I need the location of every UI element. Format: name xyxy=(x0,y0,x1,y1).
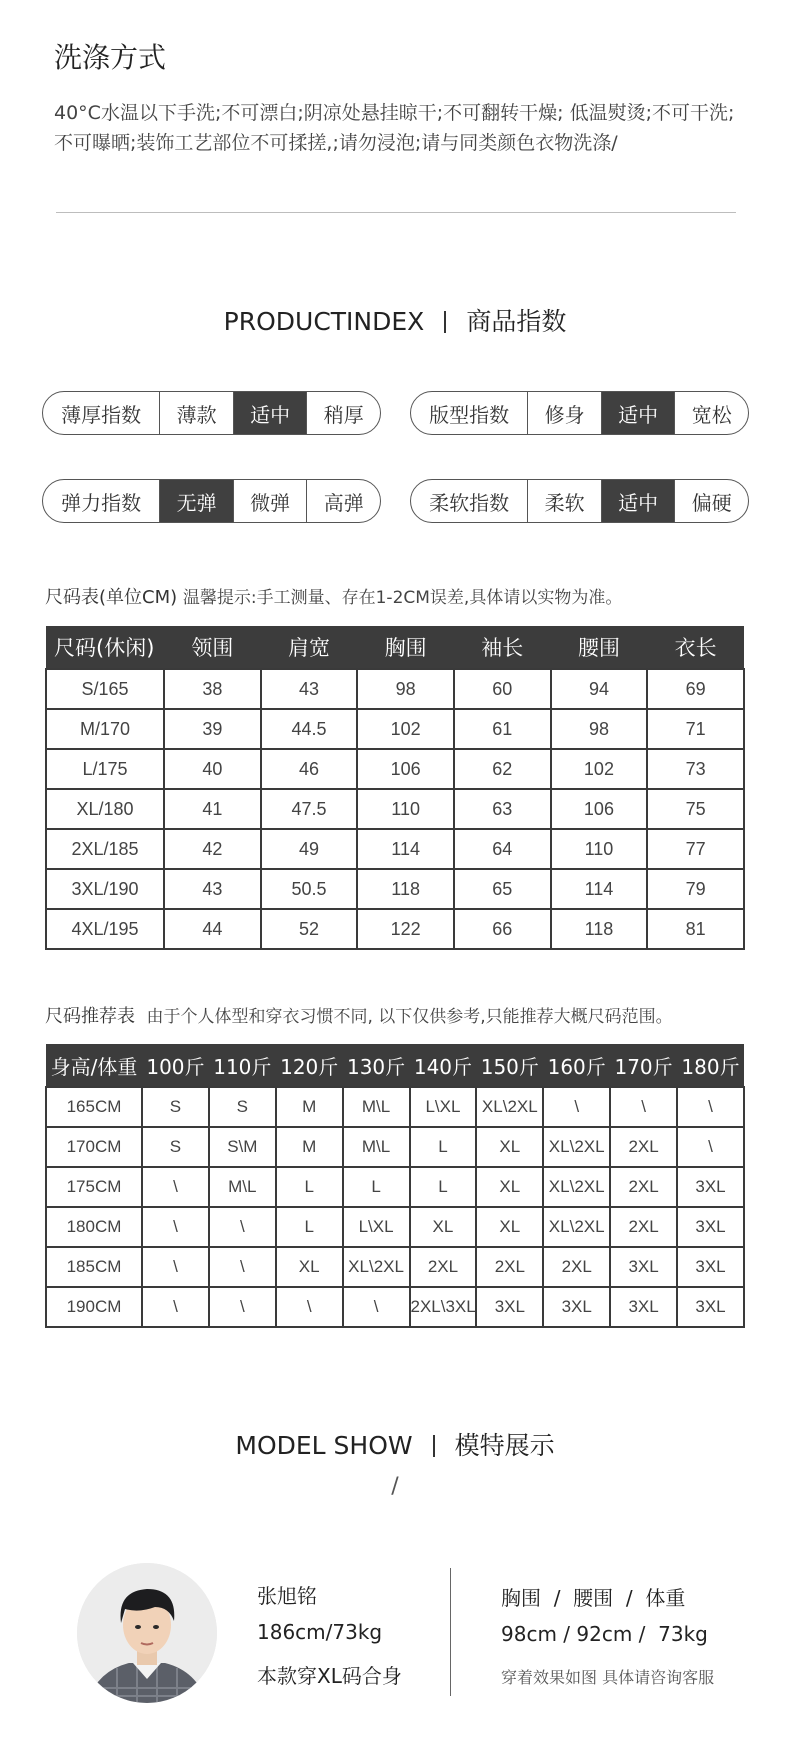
table-cell: L/175 xyxy=(46,749,164,789)
header-cell: 150斤 xyxy=(476,1044,543,1087)
table-cell: 122 xyxy=(357,909,454,949)
header-cell: 130斤 xyxy=(343,1044,410,1087)
index-label: 弹力指数 xyxy=(61,490,142,515)
model-show-cn: 模特展示 xyxy=(454,1431,555,1460)
table-cell: 2XL xyxy=(410,1247,477,1287)
table-row xyxy=(46,1287,744,1327)
header-cell: 160斤 xyxy=(543,1044,610,1087)
heading-separator xyxy=(433,1435,435,1457)
table-cell: 52 xyxy=(261,909,358,949)
table-cell: \ xyxy=(142,1207,209,1247)
size-table-title: 尺码表(单位CM) xyxy=(45,587,178,608)
table-cell: 3XL xyxy=(677,1247,744,1287)
table-cell: 39 xyxy=(164,709,261,749)
header-cell: 袖长 xyxy=(454,626,551,669)
model-measure-values: 98cm / 92cm / 73kg xyxy=(501,1622,708,1646)
model-avatar xyxy=(77,1563,217,1703)
recommend-table-header xyxy=(46,1044,744,1087)
thickness-index xyxy=(42,391,381,435)
table-cell: 64 xyxy=(454,829,551,869)
product-index-cn: 商品指数 xyxy=(466,307,567,336)
table-cell: 79 xyxy=(647,869,744,909)
header-cell: 胸围 xyxy=(357,626,454,669)
table-cell: 2XL xyxy=(476,1247,543,1287)
table-cell: 61 xyxy=(454,709,551,749)
recommend-table-note xyxy=(45,1002,673,1028)
table-cell: M\L xyxy=(209,1167,276,1207)
table-cell: 81 xyxy=(647,909,744,949)
header-cell: 100斤 xyxy=(142,1044,209,1087)
table-cell: 98 xyxy=(357,669,454,709)
table-cell: XL xyxy=(476,1127,543,1167)
table-cell: L xyxy=(276,1167,343,1207)
table-cell: XL\2XL xyxy=(543,1207,610,1247)
table-cell: 62 xyxy=(454,749,551,789)
table-cell: 50.5 xyxy=(261,869,358,909)
table-cell: 118 xyxy=(357,869,454,909)
size-table-note xyxy=(45,583,622,609)
table-row xyxy=(46,1087,744,1127)
model-height-weight: 186cm/73kg xyxy=(257,1620,383,1644)
table-cell: XL\2XL xyxy=(543,1167,610,1207)
table-cell: XL/180 xyxy=(46,789,164,829)
table-cell: S\M xyxy=(209,1127,276,1167)
table-cell: \ xyxy=(677,1127,744,1167)
index-label: 柔软指数 xyxy=(429,490,510,515)
table-cell: 44 xyxy=(164,909,261,949)
table-cell: M xyxy=(276,1127,343,1167)
table-cell: 38 xyxy=(164,669,261,709)
table-cell: 3XL/190 xyxy=(46,869,164,909)
index-option: 修身 xyxy=(527,392,601,434)
table-cell: 106 xyxy=(357,749,454,789)
table-cell: 102 xyxy=(357,709,454,749)
header-cell: 领围 xyxy=(164,626,261,669)
table-row xyxy=(46,709,744,749)
table-cell: XL\2XL xyxy=(343,1247,410,1287)
size-table-header xyxy=(46,626,744,669)
index-option: 高弹 xyxy=(306,480,380,522)
table-row xyxy=(46,1247,744,1287)
table-cell: XL\2XL xyxy=(543,1127,610,1167)
heading-separator xyxy=(444,311,446,333)
model-disclaimer: 穿着效果如图 具体请咨询客服 xyxy=(501,1668,715,1687)
table-cell: 2XL xyxy=(543,1247,610,1287)
table-cell: M/170 xyxy=(46,709,164,749)
table-cell: L xyxy=(410,1127,477,1167)
table-cell: \ xyxy=(610,1087,677,1127)
table-cell: 44.5 xyxy=(261,709,358,749)
softness-index xyxy=(410,479,749,523)
recommend-table xyxy=(45,1044,745,1328)
table-cell: 185CM xyxy=(46,1247,142,1287)
table-row xyxy=(46,1127,744,1167)
table-cell: 110 xyxy=(357,789,454,829)
index-option: 偏硬 xyxy=(674,480,748,522)
product-index-en: PRODUCTINDEX xyxy=(223,307,425,336)
table-cell: 60 xyxy=(454,669,551,709)
header-cell: 尺码(休闲) xyxy=(46,626,164,669)
header-cell: 衣长 xyxy=(647,626,744,669)
table-cell: XL xyxy=(476,1167,543,1207)
table-row xyxy=(46,749,744,789)
index-option-selected: 无弹 xyxy=(159,480,233,522)
table-cell: 63 xyxy=(454,789,551,829)
table-cell: 65 xyxy=(454,869,551,909)
table-cell: M xyxy=(276,1087,343,1127)
recommend-table-title: 尺码推荐表 xyxy=(45,1006,135,1027)
header-cell: 身高/体重 xyxy=(46,1044,142,1087)
table-row xyxy=(46,869,744,909)
table-cell: 42 xyxy=(164,829,261,869)
table-cell: S/165 xyxy=(46,669,164,709)
table-row xyxy=(46,1167,744,1207)
table-cell: 43 xyxy=(164,869,261,909)
table-cell: 106 xyxy=(551,789,648,829)
model-divider xyxy=(450,1568,451,1696)
index-option: 宽松 xyxy=(674,392,748,434)
decorative-slash: / xyxy=(391,1474,399,1499)
table-cell: 3XL xyxy=(610,1287,677,1327)
index-label: 薄厚指数 xyxy=(61,402,142,427)
table-cell: S xyxy=(209,1087,276,1127)
table-cell: 2XL\3XL xyxy=(410,1287,477,1327)
table-cell: 77 xyxy=(647,829,744,869)
table-cell: 190CM xyxy=(46,1287,142,1327)
divider xyxy=(56,212,736,213)
index-option-selected: 适中 xyxy=(233,392,307,434)
table-row xyxy=(46,1207,744,1247)
table-cell: 40 xyxy=(164,749,261,789)
table-cell: \ xyxy=(276,1287,343,1327)
index-label: 版型指数 xyxy=(429,402,510,427)
table-cell: 165CM xyxy=(46,1087,142,1127)
model-name: 张旭铭 xyxy=(257,1584,317,1608)
index-option: 薄款 xyxy=(159,392,233,434)
table-cell: \ xyxy=(142,1287,209,1327)
table-cell: L\XL xyxy=(410,1087,477,1127)
table-cell: \ xyxy=(142,1167,209,1207)
table-cell: 49 xyxy=(261,829,358,869)
table-cell: L\XL xyxy=(343,1207,410,1247)
table-cell: 46 xyxy=(261,749,358,789)
fit-index xyxy=(410,391,749,435)
washing-title: 洗涤方式 xyxy=(54,41,167,74)
table-cell: 2XL xyxy=(610,1127,677,1167)
model-fit-size: 本款穿XL码合身 xyxy=(257,1664,402,1688)
table-cell: XL xyxy=(410,1207,477,1247)
table-cell: 170CM xyxy=(46,1127,142,1167)
table-cell: 3XL xyxy=(476,1287,543,1327)
table-cell: 73 xyxy=(647,749,744,789)
index-option: 柔软 xyxy=(527,480,601,522)
table-cell: 2XL xyxy=(610,1207,677,1247)
table-cell: 41 xyxy=(164,789,261,829)
table-cell: 3XL xyxy=(610,1247,677,1287)
index-option: 稍厚 xyxy=(306,392,380,434)
model-portrait-icon xyxy=(77,1563,217,1703)
index-option-selected: 适中 xyxy=(601,480,675,522)
header-cell: 肩宽 xyxy=(261,626,358,669)
header-cell: 140斤 xyxy=(410,1044,477,1087)
header-cell: 腰围 xyxy=(551,626,648,669)
table-cell: 69 xyxy=(647,669,744,709)
table-cell: 66 xyxy=(454,909,551,949)
table-cell: L xyxy=(410,1167,477,1207)
header-cell: 180斤 xyxy=(677,1044,744,1087)
table-cell: XL\2XL xyxy=(476,1087,543,1127)
table-cell: L xyxy=(276,1207,343,1247)
table-cell: 110 xyxy=(551,829,648,869)
table-cell: 3XL xyxy=(677,1287,744,1327)
table-cell: S xyxy=(142,1087,209,1127)
table-cell: 114 xyxy=(357,829,454,869)
table-cell: 102 xyxy=(551,749,648,789)
table-cell: 2XL/185 xyxy=(46,829,164,869)
table-cell: 71 xyxy=(647,709,744,749)
table-cell: \ xyxy=(209,1207,276,1247)
table-cell: 118 xyxy=(551,909,648,949)
recommend-table-hint: 由于个人体型和穿衣习惯不同, 以下仅供参考,只能推荐大概尺码范围。 xyxy=(146,1007,673,1027)
header-cell: 170斤 xyxy=(610,1044,677,1087)
table-row xyxy=(46,909,744,949)
table-cell: \ xyxy=(142,1247,209,1287)
table-row xyxy=(46,789,744,829)
model-show-heading xyxy=(0,1426,790,1462)
table-row xyxy=(46,829,744,869)
table-cell: \ xyxy=(543,1087,610,1127)
table-cell: 180CM xyxy=(46,1207,142,1247)
table-cell: 94 xyxy=(551,669,648,709)
table-cell: 2XL xyxy=(610,1167,677,1207)
table-cell: 114 xyxy=(551,869,648,909)
washing-instructions: 40°C水温以下手洗;不可漂白;阴凉处悬挂晾干;不可翻转干燥; 低温熨烫;不可干洗;不可曝晒;装饰工艺部位不可揉搓,;请勿浸泡;请与同类颜色衣物洗涤/ xyxy=(54,102,735,154)
model-measure-labels: 胸围 / 腰围 / 体重 xyxy=(501,1586,686,1610)
index-option: 微弹 xyxy=(233,480,307,522)
model-show-en: MODEL SHOW xyxy=(235,1431,413,1460)
product-index-heading xyxy=(0,302,790,338)
table-cell: 98 xyxy=(551,709,648,749)
table-cell: XL xyxy=(476,1207,543,1247)
table-cell: L xyxy=(343,1167,410,1207)
table-cell: M\L xyxy=(343,1127,410,1167)
size-table xyxy=(45,626,745,950)
table-cell: 175CM xyxy=(46,1167,142,1207)
table-cell: S xyxy=(142,1127,209,1167)
size-table-hint: 温馨提示:手工测量、存在1-2CM误差,具体请以实物为准。 xyxy=(182,588,623,608)
table-cell: XL xyxy=(276,1247,343,1287)
table-row xyxy=(46,669,744,709)
index-option-selected: 适中 xyxy=(601,392,675,434)
table-cell: \ xyxy=(209,1247,276,1287)
table-cell: 43 xyxy=(261,669,358,709)
table-cell: M\L xyxy=(343,1087,410,1127)
table-cell: 47.5 xyxy=(261,789,358,829)
table-cell: \ xyxy=(677,1087,744,1127)
table-cell: \ xyxy=(209,1287,276,1327)
table-cell: 75 xyxy=(647,789,744,829)
table-cell: \ xyxy=(343,1287,410,1327)
elasticity-index xyxy=(42,479,381,523)
table-cell: 3XL xyxy=(543,1287,610,1327)
table-cell: 3XL xyxy=(677,1207,744,1247)
header-cell: 110斤 xyxy=(209,1044,276,1087)
header-cell: 120斤 xyxy=(276,1044,343,1087)
table-cell: 4XL/195 xyxy=(46,909,164,949)
table-cell: 3XL xyxy=(677,1167,744,1207)
